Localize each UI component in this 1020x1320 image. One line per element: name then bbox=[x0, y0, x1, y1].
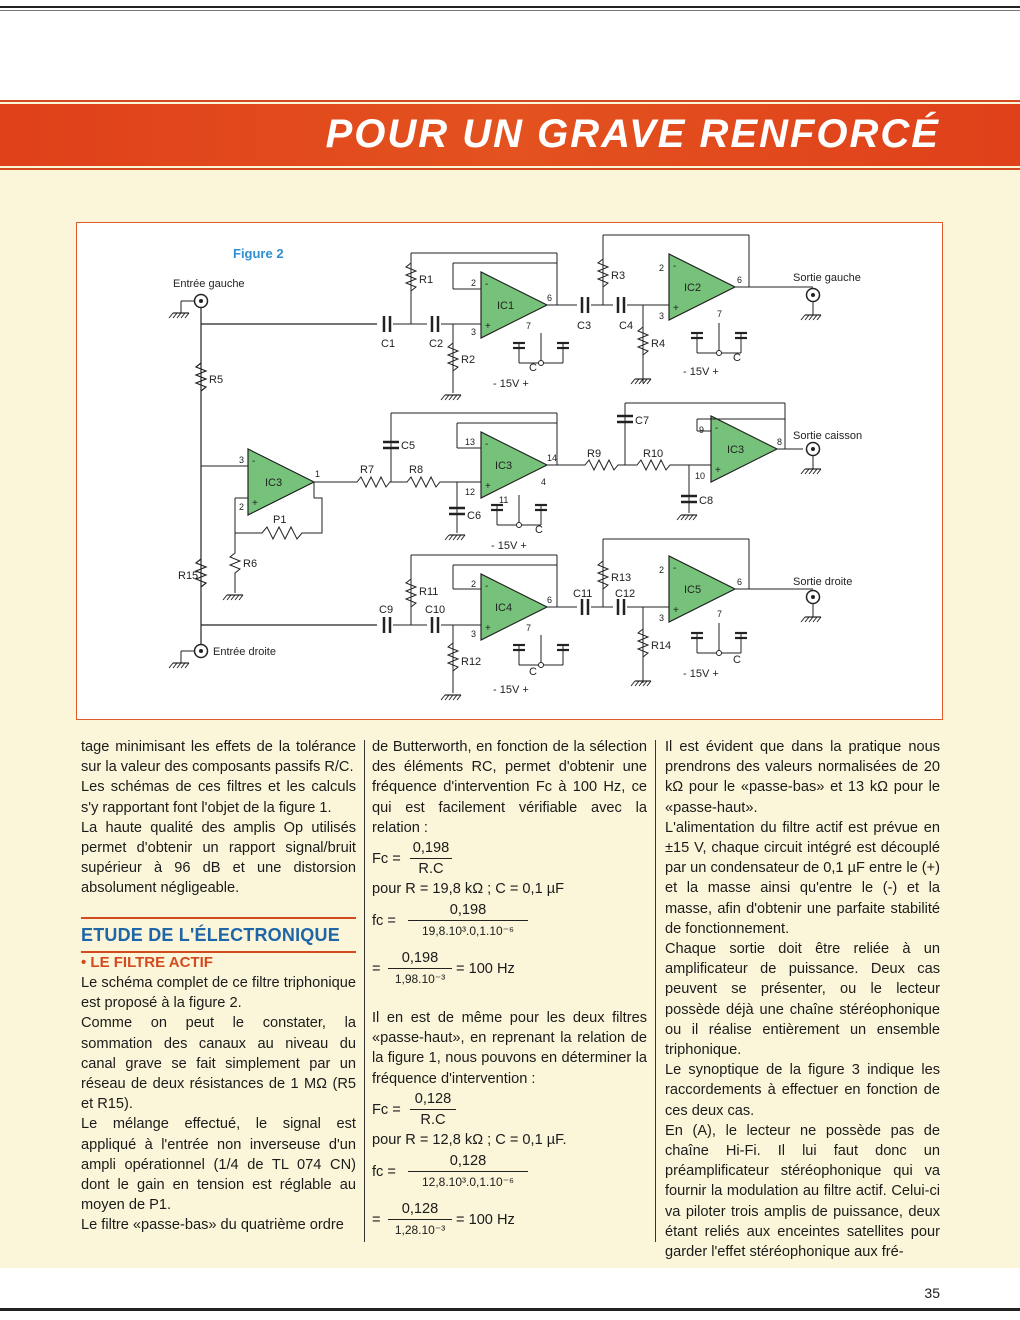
jack-sortie-gauche bbox=[807, 289, 820, 302]
svg-text:R12: R12 bbox=[461, 656, 482, 668]
cap-c9 bbox=[384, 617, 390, 633]
decoupling-ic4 bbox=[513, 635, 569, 668]
paragraph: La haute qualité des amplis Op utilisés permet d'obtenir un rapport signal/bruit supérieur à 96 dB et une distorsion absolument négligeable. bbox=[81, 819, 356, 897]
cap-c1 bbox=[384, 316, 390, 332]
svg-text:R11: R11 bbox=[419, 586, 439, 598]
svg-text:R6: R6 bbox=[243, 558, 258, 570]
jack-right-input bbox=[195, 645, 208, 658]
svg-text:R4: R4 bbox=[651, 338, 666, 350]
svg-text:R13: R13 bbox=[611, 572, 632, 584]
jack-sortie-caisson bbox=[807, 443, 820, 456]
figure-caption: Figure 2 bbox=[233, 246, 284, 261]
svg-text:IC5: IC5 bbox=[684, 584, 702, 596]
subheading: • LE FILTRE ACTIF bbox=[81, 953, 213, 971]
paragraph: Le synoptique de la figure 3 indique les raccordements à effectuer en fonction de ces deux cas. bbox=[665, 1062, 940, 1119]
decoupling-ic5 bbox=[691, 623, 747, 656]
top-rule bbox=[0, 6, 1020, 8]
cap-c2 bbox=[432, 316, 438, 332]
paragraph: Le schéma complet de ce filtre triphonique est proposé à la figure 2. bbox=[81, 975, 356, 1012]
paragraph: Comme on peut le constater, la sommation des canaux au niveau du canal grave se fait simplement par un réseau de deux résistances de 1 MΩ (R5 et R15). bbox=[81, 1015, 356, 1113]
svg-text:R8: R8 bbox=[409, 464, 424, 476]
svg-text:C8: C8 bbox=[699, 495, 714, 507]
banner-underline bbox=[0, 168, 1020, 170]
paragraph: Il en est de même pour les deux filtres «passe-haut», en reprenant la relation de la figure 1, nous pouvons en déterminer la fréquence d'intervention : bbox=[372, 1010, 647, 1087]
svg-text:IC3: IC3 bbox=[495, 460, 513, 472]
page-number: 35 bbox=[924, 1285, 940, 1301]
opamp-ic5 bbox=[669, 556, 735, 622]
svg-text:3: 3 bbox=[239, 455, 245, 465]
label-sortie-droite: Sortie droite bbox=[793, 576, 853, 588]
svg-text:IC2: IC2 bbox=[684, 282, 702, 294]
paragraph: Chaque sortie doit être reliée à un amplificateur de puissance. Deux cas peuvent se présenter, ou le lecteur possède déjà une chaîne stéréophonique ou il réalise entièrement un ensemble triphonique. bbox=[665, 941, 940, 1059]
svg-text:C7: C7 bbox=[635, 415, 650, 427]
svg-text:C4: C4 bbox=[619, 320, 634, 332]
svg-text:IC3: IC3 bbox=[727, 444, 745, 456]
svg-text:3: 3 bbox=[659, 613, 665, 623]
svg-text:R15: R15 bbox=[178, 570, 199, 582]
formula-fc-lowpass-calc: fc = 0,198 19,8.10³.0,1.10⁻⁶ bbox=[372, 900, 647, 940]
svg-text:C: C bbox=[535, 524, 543, 536]
column-divider bbox=[655, 740, 656, 1242]
paragraph: Le filtre «passe-bas» du quatrième ordre bbox=[81, 1217, 344, 1234]
formula-fc-lowpass-result: = 0,198 1,98.10⁻³ = 100 Hz bbox=[372, 948, 647, 988]
svg-text:3: 3 bbox=[471, 327, 477, 337]
svg-text:- 15V +: - 15V + bbox=[491, 540, 527, 552]
svg-text:- 15V +: - 15V + bbox=[493, 378, 529, 390]
svg-text:R5: R5 bbox=[209, 374, 224, 386]
svg-text:2: 2 bbox=[471, 278, 477, 288]
svg-text:1: 1 bbox=[315, 469, 321, 479]
paragraph: de Butterworth, en fonction de la sélection des éléments RC, permet d'obtenir une fréquence d'intervention Fc à 100 Hz, ce qui est facilement vérifiable avec la relation : bbox=[372, 739, 647, 836]
label-sortie-gauche: Sortie gauche bbox=[793, 272, 861, 284]
paragraph: tage minimisant les effets de la tolérance sur la valeur des composants passifs R/C. bbox=[81, 739, 356, 776]
svg-text:R3: R3 bbox=[611, 270, 626, 282]
top-rule-thin bbox=[0, 10, 1020, 11]
svg-text:2: 2 bbox=[659, 565, 665, 575]
svg-text:7: 7 bbox=[717, 609, 723, 619]
svg-text:C12: C12 bbox=[615, 588, 636, 600]
svg-text:C1: C1 bbox=[381, 338, 396, 350]
svg-text:C2: C2 bbox=[429, 338, 444, 350]
decoupling-ic1 bbox=[513, 333, 569, 366]
svg-text:3: 3 bbox=[471, 629, 477, 639]
svg-text:6: 6 bbox=[547, 595, 553, 605]
text-column-3 bbox=[665, 737, 940, 1262]
svg-text:13: 13 bbox=[465, 437, 476, 447]
jack-sortie-droite bbox=[807, 591, 820, 604]
formula-values: pour R = 12,8 kΩ ; C = 0,1 µF. bbox=[372, 1131, 567, 1148]
svg-text:11: 11 bbox=[499, 495, 509, 505]
label-entree-droite: Entrée droite bbox=[213, 646, 276, 658]
label-entree-gauche: Entrée gauche bbox=[173, 278, 245, 290]
svg-text:6: 6 bbox=[737, 577, 743, 587]
svg-text:IC3: IC3 bbox=[265, 477, 283, 489]
svg-text:R7: R7 bbox=[360, 464, 375, 476]
label-sortie-caisson: Sortie caisson bbox=[793, 430, 863, 442]
opamp-ic4 bbox=[481, 574, 547, 640]
svg-text:2: 2 bbox=[471, 579, 477, 589]
opamp-ic2 bbox=[669, 254, 735, 320]
svg-text:R14: R14 bbox=[651, 640, 672, 652]
svg-text:- 15V +: - 15V + bbox=[493, 684, 529, 696]
svg-text:3: 3 bbox=[659, 311, 665, 321]
svg-text:C11: C11 bbox=[573, 588, 593, 600]
svg-text:C6: C6 bbox=[467, 510, 482, 522]
svg-text:C9: C9 bbox=[379, 604, 394, 616]
text-column-2 bbox=[372, 737, 647, 1239]
svg-text:4: 4 bbox=[541, 477, 547, 487]
svg-text:6: 6 bbox=[547, 293, 553, 303]
svg-text:7: 7 bbox=[717, 309, 723, 319]
svg-text:9: 9 bbox=[699, 425, 705, 435]
cap-c12 bbox=[618, 599, 624, 615]
paragraph: L'alimentation du filtre actif est prévue en ±15 V, chaque circuit intégré est découplé par un condensateur de 0,1 µF entre le (+) et la masse ainsi qu'entre le (-) et la masse, afin d'obtenir une parfaite stabilité de fonctionnement. bbox=[665, 819, 940, 937]
opamp-ic3-filter bbox=[481, 432, 547, 498]
svg-text:R1: R1 bbox=[419, 274, 434, 286]
svg-text:R9: R9 bbox=[587, 448, 602, 460]
svg-text:IC4: IC4 bbox=[495, 602, 513, 614]
section-heading: ETUDE DE L'ÉLECTRONIQUE bbox=[81, 917, 356, 945]
formula-fc-lowpass: Fc = 0,198 R.C bbox=[372, 838, 647, 878]
schematic-svg: + Figure 2 Entrée gauche Entrée droite R5 R15 IC3 3 2 1 P1 R6 R7 R8 C1 C2 R1 IC1 2 3 6 R2 7 C - 15V + C3 C4 R3 IC2 2 3 6 R4 7 C - 15V + Sortie gauche C5 IC3 13 12 14 C6 11 4 C - 15V + R9 R10 C7 C8 IC3 9 10 8 Sortie caisson C9 C10 R11 IC4 2 3 6 R12 7 C - 15V + C11 C12 R13 IC5 2 3 6 R14 7 C - 15V + Sortie droite bbox=[77, 223, 942, 719]
svg-text:P1: P1 bbox=[273, 514, 287, 526]
cap-c10 bbox=[432, 617, 438, 633]
paragraph: En (A), le lecteur ne possède pas de chaîne Hi-Fi. Il lui faut donc un préamplificateur stéréophonique qui va fournir la modulation au filtre actif. Celui-ci va piloter trois amplis de puissance, deux étant reliés aux enceintes satellites pour garder l'effet stéréophonique aux fré- bbox=[665, 1122, 940, 1261]
svg-text:7: 7 bbox=[526, 321, 532, 331]
formula-values: pour R = 19,8 kΩ ; C = 0,1 µF bbox=[372, 881, 565, 898]
column-divider bbox=[364, 740, 365, 1242]
svg-text:C5: C5 bbox=[401, 440, 416, 452]
svg-text:C3: C3 bbox=[577, 320, 592, 332]
svg-text:R2: R2 bbox=[461, 354, 476, 366]
svg-text:8: 8 bbox=[777, 437, 783, 447]
svg-text:7: 7 bbox=[526, 623, 532, 633]
bottom-rule bbox=[0, 1308, 1020, 1311]
svg-text:10: 10 bbox=[695, 471, 706, 481]
paragraph: Les schémas de ces filtres et les calculs s'y rapportant font l'objet de la figure 1. bbox=[81, 779, 356, 816]
jack-left-input bbox=[195, 295, 208, 308]
cap-c11 bbox=[582, 599, 588, 615]
svg-text:2: 2 bbox=[659, 263, 665, 273]
svg-text:R10: R10 bbox=[643, 448, 664, 460]
svg-text:14: 14 bbox=[547, 453, 558, 463]
formula-fc-highpass: Fc = 0,128 R.C bbox=[372, 1089, 647, 1129]
paragraph: Il est évident que dans la pratique nous prendrons des valeurs normalisées de 20 kΩ pour le «passe-bas» et 13 kΩ pour le «passe-haut». bbox=[665, 739, 940, 816]
formula-fc-highpass-result: = 0,128 1,28.10⁻³ = 100 Hz bbox=[372, 1199, 647, 1239]
cap-c3 bbox=[582, 297, 588, 313]
svg-text:C: C bbox=[529, 666, 537, 678]
decoupling-ic2 bbox=[691, 323, 747, 356]
svg-text:C10: C10 bbox=[425, 604, 446, 616]
figure-2-schematic bbox=[76, 222, 943, 720]
svg-text:- 15V +: - 15V + bbox=[683, 366, 719, 378]
text-column-1 bbox=[81, 737, 356, 1236]
cap-c4 bbox=[618, 297, 624, 313]
svg-text:C: C bbox=[529, 362, 537, 374]
svg-text:IC1: IC1 bbox=[497, 300, 515, 312]
svg-text:C: C bbox=[733, 352, 741, 364]
formula-fc-highpass-calc: fc = 0,128 12,8.10³.0,1.10⁻⁶ bbox=[372, 1151, 647, 1191]
svg-text:C: C bbox=[733, 654, 741, 666]
paragraph: Le mélange effectué, le signal est appliqué à l'entrée non inverseuse d'un ampli opérationnel (1/4 de TL 074 CN) dont le gain en tension est réglable au moyen de P1. bbox=[81, 1116, 356, 1214]
page-title: POUR UN GRAVE RENFORCÉ bbox=[325, 112, 940, 156]
svg-text:6: 6 bbox=[737, 275, 743, 285]
svg-text:12: 12 bbox=[465, 487, 476, 497]
svg-text:2: 2 bbox=[239, 502, 245, 512]
svg-text:- 15V +: - 15V + bbox=[683, 668, 719, 680]
